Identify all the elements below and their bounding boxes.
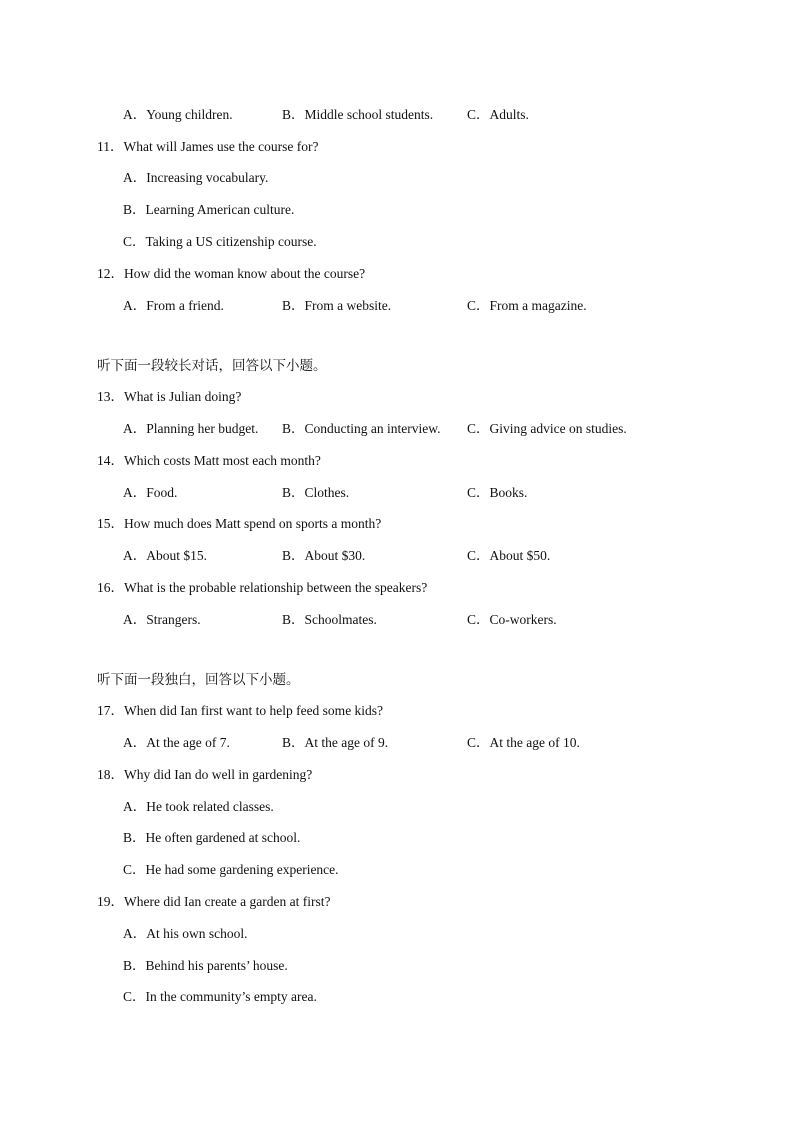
option-19-c: C．In the community’s empty area.: [123, 989, 317, 1004]
option-15-c: C．About $50.: [467, 548, 551, 563]
option-18-b: B．He often gardened at school.: [123, 830, 301, 845]
option-16-a: A．Strangers.: [123, 612, 201, 627]
option-19-b: B．Behind his parents’ house.: [123, 958, 288, 973]
question-17: 17．When did Ian first want to help feed some kids?: [97, 703, 384, 718]
option-10-b: B．Middle school students.: [282, 107, 434, 122]
question-14: 14．Which costs Matt most each month?: [97, 453, 321, 468]
option-19-a: A．At his own school.: [123, 926, 248, 941]
option-14-b: B．Clothes.: [282, 485, 350, 500]
option-16-c: C．Co-workers.: [467, 612, 557, 627]
option-11-c: C．Taking a US citizenship course.: [123, 234, 317, 249]
option-12-b: B．From a website.: [282, 298, 392, 313]
option-18-a: A．He took related classes.: [123, 799, 274, 814]
option-17-a: A．At the age of 7.: [123, 735, 230, 750]
option-12-a: A．From a friend.: [123, 298, 224, 313]
question-11: 11．What will James use the course for?: [97, 139, 319, 154]
option-15-a: A．About $15.: [123, 548, 207, 563]
option-16-b: B．Schoolmates.: [282, 612, 377, 627]
question-19: 19．Where did Ian create a garden at first?: [97, 894, 331, 909]
option-11-b: B．Learning American culture.: [123, 202, 295, 217]
option-13-c: C．Giving advice on studies.: [467, 421, 627, 436]
question-16: 16．What is the probable relationship between the speakers?: [97, 580, 428, 595]
option-17-c: C．At the age of 10.: [467, 735, 580, 750]
section-heading-dialogue: 听下面一段较长对话，回答以下小题。: [97, 358, 327, 373]
option-10-a: A．Young children.: [123, 107, 233, 122]
option-14-c: C．Books.: [467, 485, 528, 500]
option-10-c: C．Adults.: [467, 107, 529, 122]
option-13-b: B．Conducting an interview.: [282, 421, 441, 436]
question-13: 13．What is Julian doing?: [97, 389, 242, 404]
question-18: 18．Why did Ian do well in gardening?: [97, 767, 313, 782]
option-15-b: B．About $30.: [282, 548, 366, 563]
section-heading-monologue: 听下面一段独白，回答以下小题。: [97, 672, 300, 687]
option-13-a: A．Planning her budget.: [123, 421, 259, 436]
question-15: 15．How much does Matt spend on sports a month?: [97, 516, 382, 531]
option-11-a: A．Increasing vocabulary.: [123, 170, 269, 185]
option-18-c: C．He had some gardening experience.: [123, 862, 339, 877]
option-17-b: B．At the age of 9.: [282, 735, 389, 750]
option-14-a: A．Food.: [123, 485, 178, 500]
option-12-c: C．From a magazine.: [467, 298, 587, 313]
question-12: 12．How did the woman know about the course?: [97, 266, 366, 281]
